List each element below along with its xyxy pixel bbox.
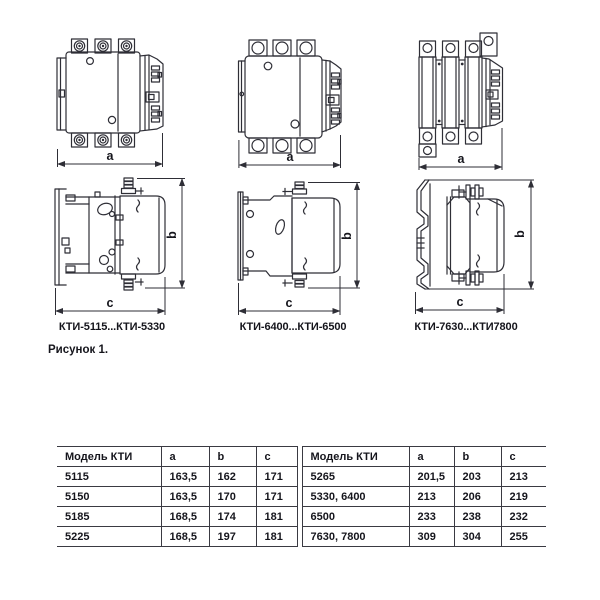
cell-model: 5265: [302, 467, 409, 487]
side-view-kti7630: [416, 180, 535, 314]
cell-b: 238: [454, 507, 501, 527]
dim-label-c: c: [106, 296, 114, 310]
cell-c: 171: [256, 487, 297, 507]
cell-model: 7630, 7800: [302, 527, 409, 547]
cell-b: 206: [454, 487, 501, 507]
dimension-tables: [57, 446, 546, 547]
cell-b: 203: [454, 467, 501, 487]
dim-label-b: b: [340, 232, 354, 240]
cell-a: 168,5: [161, 527, 209, 547]
cell-b: 197: [209, 527, 256, 547]
cell-a: 233: [409, 507, 454, 527]
cell-c: 171: [256, 467, 297, 487]
figure-caption: Рисунок 1.: [48, 344, 109, 356]
cell-c: 255: [501, 527, 546, 547]
cell-c: 232: [501, 507, 546, 527]
cell-c: 181: [256, 507, 297, 527]
cell-a: 201,5: [409, 467, 454, 487]
cell-c: 213: [501, 467, 546, 487]
cell-model: 5115: [57, 467, 161, 487]
col-header: a: [161, 447, 209, 467]
cell-b: 170: [209, 487, 256, 507]
table-row: [302, 507, 546, 527]
table-header-row: [57, 447, 297, 467]
cell-model: 5150: [57, 487, 161, 507]
col-header: Модель КТИ: [302, 447, 409, 467]
side-view-kti6400: [238, 182, 360, 315]
figure-group-label-2: КТИ-6400...КТИ-6500: [239, 321, 347, 333]
cell-a: 309: [409, 527, 454, 547]
figure-group-label-1: КТИ-5115...КТИ-5330: [58, 321, 166, 333]
dim-label-b: b: [165, 231, 179, 239]
table-row: [302, 467, 546, 487]
cell-b: 174: [209, 507, 256, 527]
cell-a: 168,5: [161, 507, 209, 527]
table-row: [302, 527, 546, 547]
cell-c: 181: [256, 527, 297, 547]
cell-a: 213: [409, 487, 454, 507]
front-view-kti7630: [419, 33, 503, 170]
dim-label-a: a: [286, 150, 294, 164]
table-header-row: [302, 447, 546, 467]
col-header: Модель КТИ: [57, 447, 161, 467]
cell-model: 5330, 6400: [302, 487, 409, 507]
col-header: c: [501, 447, 546, 467]
cell-model: 5225: [57, 527, 161, 547]
table-row: [57, 467, 297, 487]
col-header: b: [454, 447, 501, 467]
col-header: c: [256, 447, 297, 467]
cell-c: 219: [501, 487, 546, 507]
cell-a: 163,5: [161, 467, 209, 487]
dim-label-a: a: [106, 149, 114, 163]
table-row: [57, 527, 297, 547]
side-view-kti5115: [55, 178, 185, 315]
cell-model: 6500: [302, 507, 409, 527]
front-view-kti6400: [239, 40, 342, 168]
col-header: b: [209, 447, 256, 467]
table-row: [302, 487, 546, 507]
table-row: [57, 507, 297, 527]
cell-model: 5185: [57, 507, 161, 527]
dim-label-c: c: [285, 296, 293, 310]
dimensions-table-left: [57, 446, 298, 547]
cell-b: 162: [209, 467, 256, 487]
dimensions-table-right: [302, 446, 547, 547]
dim-label-a: a: [457, 152, 465, 166]
dim-label-c: c: [456, 295, 464, 309]
cell-a: 163,5: [161, 487, 209, 507]
dim-label-b: b: [513, 230, 527, 238]
col-header: a: [409, 447, 454, 467]
front-view-kti5115: [57, 39, 163, 167]
cell-b: 304: [454, 527, 501, 547]
figure-group-label-3: КТИ-7630...КТИ7800: [414, 321, 518, 333]
table-row: [57, 487, 297, 507]
